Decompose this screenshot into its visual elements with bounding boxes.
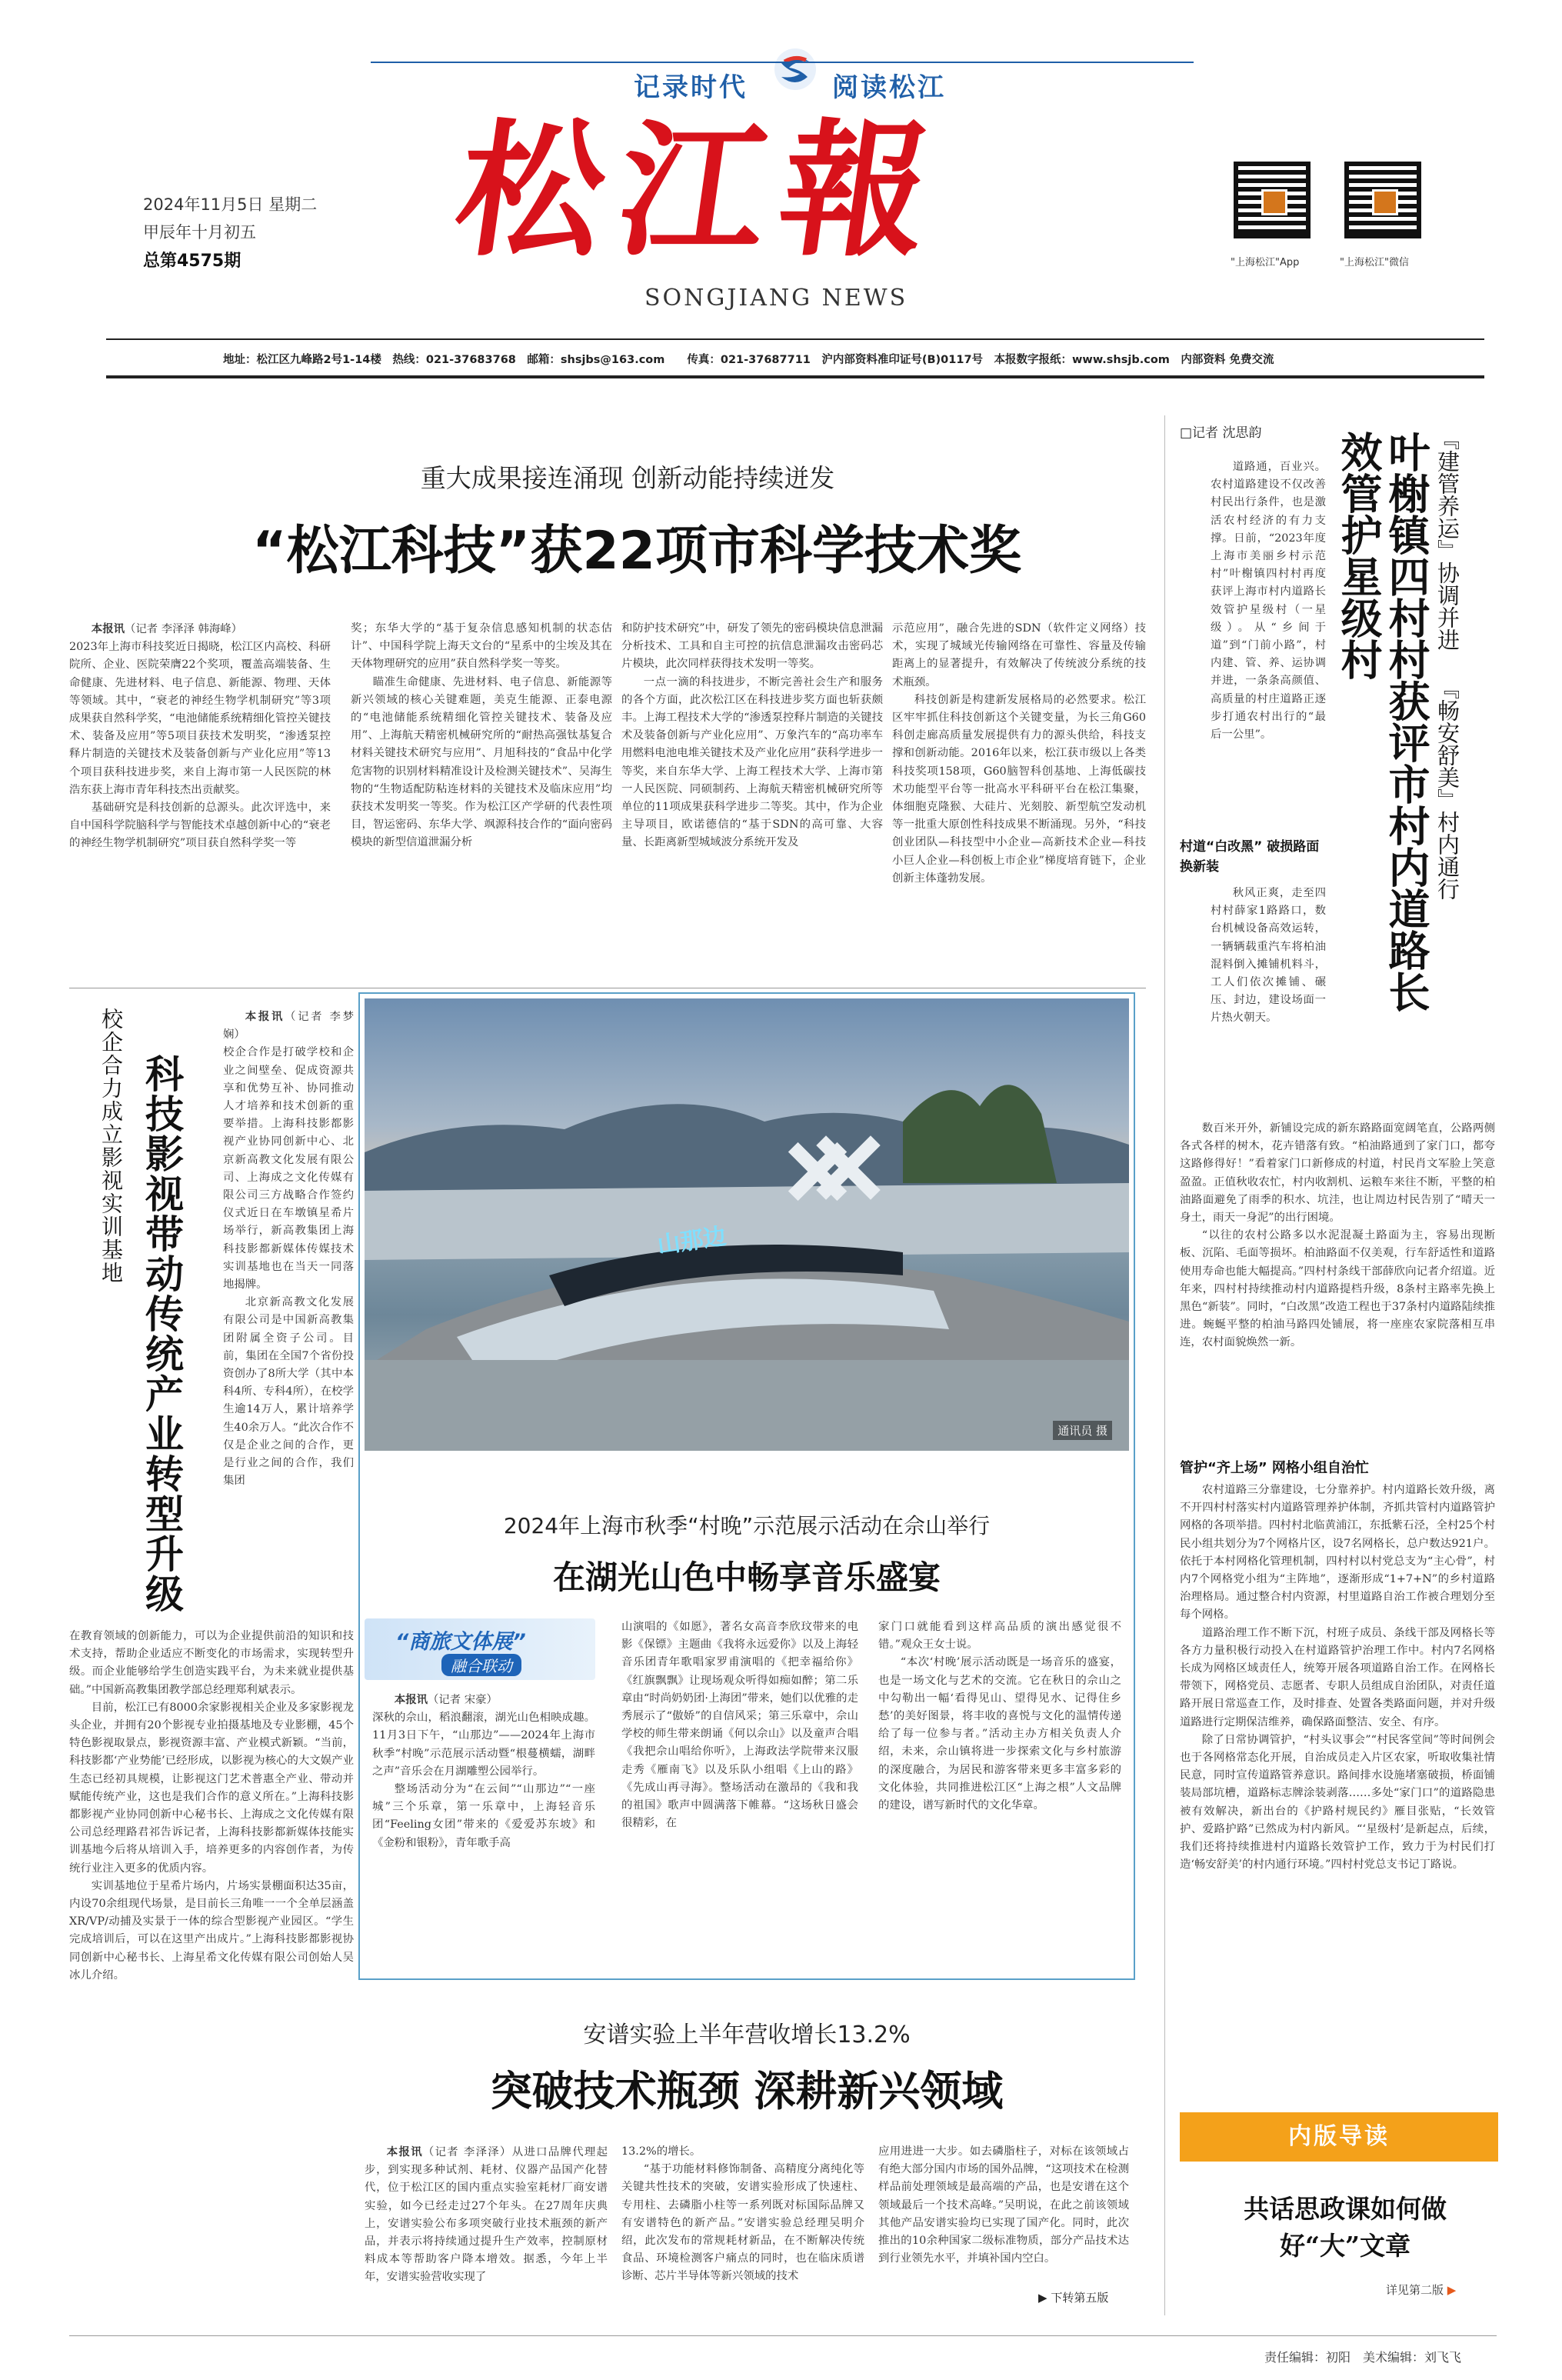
sidebar-sub1-narrow: [1211, 885, 1326, 1028]
sidebar-vertical-headline: 叶榭镇四村村获评市村内道路长效管护星级村: [1334, 431, 1431, 1012]
slogan-underline: [371, 62, 1194, 63]
story3-kicker: 安谱实验上半年营收增长13.2%: [583, 2022, 911, 2048]
sidebar-para: 除了日常协调管护，“村头议事会”“村民客堂间”等时间例会也于各网格常态化开展，自治成员走入片区农家，听取收集社情民意，同时宣传道路管养意识。路间排水设施堵塞破损，桥面铺装局部坑槽，道路标志牌涂装剥落……多处“家门口”的道路隐患被有效解决，新出台的《护路村规民约》雁目张贴，“长效管护、爱路护路”已然成为村内新风。“‘星级村’是新起点，后续，我们还将持续推进村内道路长效管护工作，致力于为村民们打造‘畅安舒美’的村内通行环境。”四村村党总支书记丁路说。: [1180, 1733, 1495, 1872]
sidebar-para: 农村道路三分靠建设，七分靠养护。村内道路长效升级，离不开四村村落实村内道路管理养护体制，齐抓共管村内道路管护网格的各项举措。四村村北临黄浦江，东抵紫石泾，全村25个村民小组共划分为7个网格片区，设7名网格长，总户数达921户。依托于本村网格化管理机制，四村村以村党总支为“主心骨”，村内7个网格党小组为“主阵地”，逐渐形成“1+7+N”的乡村道路治理格局。通过整合村内资源，村里道路自治工作被合理划分至每个网格。: [1180, 1484, 1495, 1622]
story1-headline: “松江科技”获22项市科学技术奖: [251, 521, 1021, 582]
story2-vertical-headline: 科技影视带动传统产业转型升级: [139, 1054, 185, 1614]
sidebar-sub1-wide: [1180, 1120, 1495, 1352]
story3-col3: [878, 2143, 1129, 2268]
story1-col1: [69, 620, 331, 853]
sidebar-reporter: □记者 沈思韵: [1180, 425, 1262, 441]
story2-para: 目前，松江已有8000余家影视相关企业及多家影视龙头企业，并拥有20个影视专业拍摄基地及专业影棚，45个特色影视取景点，影视资源丰富、产业模式新颖。“当前，科技影都‘产业势能’已经形成，以影视为核心的大文娱产业生态已经初具规模，让影视这门艺术普惠全产业、带动并赋能传统产业，这也是我们合作的意义所在。”上海科技影都影视产业协同创新中心秘书长、上海成之文化传媒有限公司总经理路君祁告诉记者，上海科技影都新媒体技能实训基地今后将从培训入手，培养更多的内容创作者，为传统行业注入更多的优质内容。: [69, 1701, 354, 1875]
story2-para: 北京新高教文化发展有限公司是中国新高教集团附属全资子公司。目前，集团在全国7个省份投资创办了8所大学（其中本科4所、专科4所），在校学生逾14万人，累计培养学生40余万人。“此次合作不仅是企业之间的合作，更是行业之间的合作，我们集团: [223, 1296, 354, 1488]
photo-story-byline-para: 本报讯（记者 宋豪）: [394, 1693, 498, 1706]
story1-kicker: 重大成果接连涌现 创新动能持续迸发: [420, 463, 835, 493]
story1-para: 一点一滴的科技进步，不断完善社会生产和服务的各个方面，此次松江区在科技进步奖方面也斩获颇丰。上海工程技术大学的“渗透泵控释片制造的关键技术及装备创新与产业化应用”、万象汽车的“高功率车用燃料电池电堆关键技术及产业化应用”获科学进步一等奖，来自东华大学、上海工程技术大学、上海市第一人民医院、同硕制药、上海航天精密机械研究所等单位的11项成果获科学进步二等奖。其中，作为企业主导项目，欧诺德信的“基于SDN的高可靠、大容量、长距离新型城域波分系统开发及: [621, 675, 883, 849]
story1-para: 奖；东华大学的“基于复杂信息感知机制的状态估计”、中国科学院上海天文台的“星系中的尘埃及其在天体物理研究的应用”获自然科学奖一等奖。: [351, 622, 612, 671]
photo-sign-text: 山那边: [655, 1222, 728, 1260]
photo-story-para: 山演唱的《如愿》，著名女高音李欣玟带来的电影《保镖》主题曲《我将永远爱你》以及上海轻音乐团青年歌唱家罗甫演唱的《把幸福给你》《红旗飘飘》让现场观众听得如痴如醉；第二乐章由“时尚奶奶团·上海团”带来，她们以优雅的走秀展示了“傲娇”的自信风采；第三乐章中，佘山学校的师生带来朗诵《何以佘山》以及童声合唱《我把佘山唱给你听》，上海政法学院带来汉服走秀《雁南飞》以及乐队小组唱《上山的路》《先成山再寻海》。整场活动在激昂的《我和我的祖国》歌声中圆满落下帷幕。“这场秋日盛会很精彩，在: [621, 1621, 858, 1830]
footer-editors: 责任编辑：初阳 美术编辑：刘飞飞: [1264, 2350, 1462, 2365]
photo-story-para: 整场活动分为“在云间”“山那边”“一座城”三个乐章，第一乐章中，上海轻音乐团“Feeling女团”带来的《爱爱苏东坡》和《金粉和银粉》，青年歌手高: [372, 1783, 595, 1849]
qr-code-app[interactable]: [1234, 162, 1311, 238]
feature-badge-line1: “商旅文体展”: [395, 1630, 526, 1654]
qr-label-wechat: "上海松江"微信: [1340, 257, 1409, 268]
photo-story-col3: [878, 1618, 1121, 1815]
story2-para: 在教育领域的创新能力，可以为企业提供前沿的知识和技术支持，帮助企业适应不断变化的市场需求，实现转型升级。而企业能够给学生创造实践平台，为未来就业提供基础。”中国新高教集团教学部总经理郑利斌表示。: [69, 1630, 354, 1696]
sidebar-para: 数百米开外，新铺设完成的新东路路面宽阔笔直，公路两侧各式各样的树木，花卉错落有致。“柏油路通到了家门口，都夸这路修得好！”看着家门口新修成的村道，村民肖文军脸上笑意盈盈。正值秋收农忙，村内收割机、运粮车来往不断，平整的柏油路面避免了雨季的积水、坑洼，也让周边村民告别了“晴天一身土，雨天一身泥”的出行困境。: [1180, 1122, 1495, 1225]
qr-label-app: "上海松江"App: [1231, 257, 1300, 268]
masthead-subtitle-en: SONGJIANG NEWS: [644, 285, 908, 312]
photo-credit: 通讯员 摄: [1053, 1421, 1112, 1440]
story2-byline-para: 本报讯（记者 李梦娴）: [223, 1010, 354, 1042]
masthead-info-bar: 地址：松江区九峰路2号1-14楼 热线：021-37683768 邮箱：shsjbs@163.com 传真：021-37687711 沪内部资料准印证号(B)0117号 本报数字报纸：www.shsjb.com 内部资料 免费交流: [223, 354, 1274, 366]
play-arrow-icon: ▶: [1447, 2283, 1457, 2297]
masthead-date: 2024年11月5日 星期二: [143, 195, 318, 214]
feature-badge-line2: 融合联动: [441, 1654, 521, 1676]
photo-story-kicker: 2024年上海市秋季“村晚”示范展示活动在佘山举行: [503, 1513, 991, 1538]
story3-col1: [365, 2143, 608, 2287]
inside-guide-more[interactable]: 详见第二版 ▶: [1386, 2283, 1457, 2297]
sidebar-vertical-kicker: 『建管养运』协调并进 『畅安舒美』村内通行: [1434, 428, 1460, 900]
photo-story-para: “本次‘村晚’展示活动既是一场音乐的盛宴，也是一场文化与艺术的交流。它在秋日的佘山之中勾勒出一幅‘看得见山、望得见水、记得住乡愁’的美好图景，将丰收的喜悦与文化的温情传递给了每一位参与者。”活动主办方相关负责人介绍，未来，佘山镇将进一步探索文化与乡村旅游的深度融合，为居民和游客带来更多丰富多彩的文化体验，共同推进松江区“上海之根”人文品牌的建设，谱写新时代的文化华章。: [878, 1656, 1121, 1812]
sidebar-para: 道路治理工作不断下沉，村班子成员、条线干部及网格长等各方力量积极行动投入在村道路管护治理工作中。村内7名网格长成为网格区域责任人，统筹开展各项道路自治工作。在网格长带领下，网格党员、志愿者、专职人员组成自治团队，对责任道路开展日常巡查工作，及时排查、处置各类路面问题，并对升级道路进行定期保洁维养，确保路面整洁、安全、有序。: [1180, 1626, 1495, 1728]
sidebar-subhead-2: 管护“齐上场” 网格小组自治忙: [1180, 1460, 1369, 1476]
story2-wide-col: [69, 1628, 354, 1985]
photo-story-para: 深秋的佘山，稻浪翻滚，湖光山色相映成趣。11月3日下午，“山那边”——2024年上海市秋季“村晚”示范展示活动暨“根蔓横蠕，湖畔之声”音乐会在月湖雕塑公园举行。: [372, 1712, 595, 1778]
sidebar-para: 道路通，百业兴。农村道路建设不仅改善村民出行条件，也是激活农村经济的有力支撑。日前，“2023年度上海市美丽乡村示范村”叶榭镇四村村再度获评上海市村内道路长效管护星级村（一星级）。从“乡间于道”到“门前小路”，村内建、管、养、运协调并进，一条条高颜值、高质量的村庄道路正逐步打通农村出行的“最后一公里”。: [1211, 461, 1326, 742]
story2-para: 实训基地位于星希片场内，片场实景棚面积达35亩，内设70余组现代场景，是目前长三角唯一一个全单层涵盖XR/VP/动捕及实景于一体的综合型影视产业园区。“学生完成培训后，可以在这里产出成片。”上海科技影都影视协同创新中心秘书长、上海星希文化传媒有限公司创始人吴冰儿介绍。: [69, 1879, 354, 1982]
story1-para: 瞄准生命健康、先进材料、电子信息、新能源等新兴领域的核心关键难题，美克生能源、正泰电源的“电池储能系统精细化管控关键技术、装备及应用”、上海航天精密机械研究所的“耐热高强钛基复合材料关键技术研究与应用”、月旭科技的“食品中化学危害物的识别材料精准设计及检测关键技术”、吴海生物的“生物适配防粘连材料的关键技术及临床应用”均获技术发明奖一等奖。作为松江区产学研的代表性项目，智运密码、东华大学、飒源科技合作的“面向密码模块的新型信道泄漏分析: [351, 675, 612, 849]
sidebar-divider: [1164, 415, 1165, 2315]
masthead-lunar: 甲辰年十月初五: [143, 223, 256, 242]
photo-story-col1: [372, 1691, 595, 1852]
story1-para: 和防护技术研究”中，研发了领先的密码模块信息泄漏分析技术、工具和自主可控的抗信息泄漏攻击密码芯片模块，此次同样获得技术发明一等奖。: [621, 622, 883, 671]
story2-vertical-kicker: 校企合力成立影视实训基地: [98, 1008, 124, 1285]
story3-col2: [621, 2143, 864, 2286]
story2-para: 校企合作是打破学校和企业之间壁垒、促成资源共享和优势互补、协同推动人才培养和技术创新的重要举措。上海科技影都影视产业协同创新中心、北京新高教文化发展有限公司、上海成之文化传媒有限公司三方战略合作签约仪式近日在车墩镇星希片场举行，新高教集团上海科技影都新媒体传媒技术实训基地也在当天一同落地揭牌。: [223, 1046, 354, 1292]
masthead-rule-bottom: [106, 375, 1484, 378]
sidebar-para: “以往的农村公路多以水泥混凝土路面为主，容易出现断板、沉陷、毛面等损坏。柏油路面不仅美观，行车舒适性和道路使用寿命也能大幅提高。”四村村条线干部薛欣向记者介绍道。近年来，四村村持续推动村内道路提档升级，8条村主路率先换上黑色“新装”。同时，“白改黑”改造工程也于37条村内道路陆续推进。蜿蜒平整的柏油马路四处铺展，将一座座农家院落相互串连，农村面貌焕然一新。: [1180, 1229, 1495, 1349]
play-arrow-icon: ▶: [1038, 2291, 1047, 2305]
footer-rule: [69, 2335, 1497, 2336]
story1-para: 基础研究是科技创新的总源头。此次评选中，来自中国科学院脑科学与智能技术卓越创新中心的“衰老的神经生物学机制研究”项目获自然科学奖一等: [69, 802, 331, 850]
story3-para: 应用进进一大步。如去磷脂柱子，对标在该领域占有绝大部分国内市场的国外品牌，“这项技术在检测样品前处理领域是最高端的产品，也是安谱在这个领域最后一个技术高峰。”吴明说，在此之前该领域其他产品安谱实验均已实现了国产化。同时，此次推出的10余种国家二级标准物质，部分产品技术达到行业领先水平，并填补国内空白。: [878, 2145, 1129, 2265]
village-concert-photo[interactable]: [365, 998, 1129, 1451]
masthead-issue: 总第4575期: [143, 252, 241, 271]
inside-guide-box[interactable]: [1180, 2112, 1498, 2312]
inside-guide-headline: 共话思政课如何做好“大”文章: [1244, 2194, 1447, 2261]
masthead-logo: 松江報: [446, 105, 955, 276]
masthead-emblem-icon: [772, 46, 818, 92]
story1-col3: [621, 620, 883, 852]
continued-link[interactable]: ▶ 下转第五版: [1038, 2291, 1109, 2305]
sidebar-lead-col: [1211, 458, 1326, 744]
masthead-slogan-right: 阅读松江: [832, 72, 946, 103]
sidebar-subhead-1: [1180, 837, 1326, 877]
sidebar-para: 秋风正爽，走至四村村薛家1路路口，数台机械设备高效运转，一辆辆载重汽车将柏油混料倒入摊铺机料斗，工人们依次摊铺、碾压、封边，建设场面一片热火朝天。: [1211, 887, 1326, 1025]
masthead-rule-top: [106, 338, 1484, 340]
photo-story-headline: 在湖光山色中畅享音乐盛宴: [552, 1558, 941, 1596]
sidebar-subhead-1-text: 村道“白改黑” 破损路面换新装: [1180, 839, 1320, 875]
story3-headline: 突破技术瓶颈 深耕新兴领域: [490, 2067, 1004, 2115]
inside-guide-title: 内版导读: [1180, 2112, 1498, 2162]
qr-code-wechat[interactable]: [1344, 162, 1421, 238]
story2-narrow-col: [223, 1008, 354, 1490]
sidebar-sub2-col: [1180, 1482, 1495, 1874]
story3-para: 13.2%的增长。: [621, 2145, 701, 2158]
photo-illustration: [365, 998, 1129, 1451]
story3-para: “基于功能材料修饰制备、高精度分离纯化等关键共性技术的突破，安谱实验形成了快速柱、专用柱、去磷脂小柱等一系列既对标国际品牌又有安谱特色的新产品。”安谱实验总经理吴明介绍，此次发布的常规耗材新品，在不断解决传统食品、环境检测客户痛点的同时，也在临床质谱诊断、芯片半导体等新兴领域的技术: [621, 2163, 864, 2283]
masthead-slogan-left: 记录时代: [634, 72, 748, 103]
photo-story-col2: [621, 1618, 858, 1832]
story1-col4: [892, 620, 1146, 888]
story1-byline-para: 本报讯（记者 李泽泽 韩海峰）: [91, 622, 243, 635]
story1-para: 示范应用”，融合先进的SDN（软件定义网络）技术，实现了城域光传输网络在可靠性、容量及传输距离上的显著提升，有效解决了传统波分系统的技术瓶颈。: [892, 622, 1146, 688]
story1-col2: [351, 620, 612, 852]
story3-byline-para: 本报讯（记者 李泽泽）从进口品牌代理起步，到实现多种试剂、耗材、仪器产品国产化替代，位于松江区的国内重点实验室耗材厂商安谱实验，如今已经走过27个年头。在27周年庆典上，安谱实验公布多项突破行业技术瓶颈的新产品，并表示将持续通过提升生产效率，控制原材料成本等帮助客户降本增效。据悉，今年上半年，安谱实验营收实现了: [365, 2145, 608, 2284]
feature-badge: [365, 1618, 595, 1680]
story1-para: 2023年上海市科技奖近日揭晓，松江区内高校、科研院所、企业、医院荣膺22个奖项，覆盖高端装备、生命健康、先进材料、电子信息、新能源、物理、天体等领域。其中，“衰老的神经生物学机制研究”等3项成果获自然科学奖，“电池储能系统精细化管控关键技术、装备及应用”等5项目获技术发明奖，“渗透泵控释片制造的关键技术及装备创新与产业化应用”等13个项目获科技进步奖，来自上海市第一人民医院的林浩东获上海市青年科技杰出贡献奖。: [69, 641, 331, 796]
story1-para: 科技创新是构建新发展格局的必然要求。松江区牢牢抓住科技创新这个关键变量，为长三角G60科创走廊高质量发展提供有力的源头供给，科技支撑和创新动能。2016年以来，松江获市级以上各类科技奖项158项，G60脑智科创基地、上海低碳技术功能型平台等一批高水平科研平台在松江集聚，体细胞克隆猴、大硅片、光刻胶、新型航空发动机等一批重大原创性科技成果不断涌现。另外，“科技创业团队—科技型中小企业—高新技术企业—科技小巨人企业—科创板上市企业”梯度培育链下，企业创新主体蓬勃发展。: [892, 693, 1146, 885]
photo-story-para: 家门口就能看到这样高品质的演出感觉很不错。”观众王女士说。: [878, 1621, 1121, 1652]
